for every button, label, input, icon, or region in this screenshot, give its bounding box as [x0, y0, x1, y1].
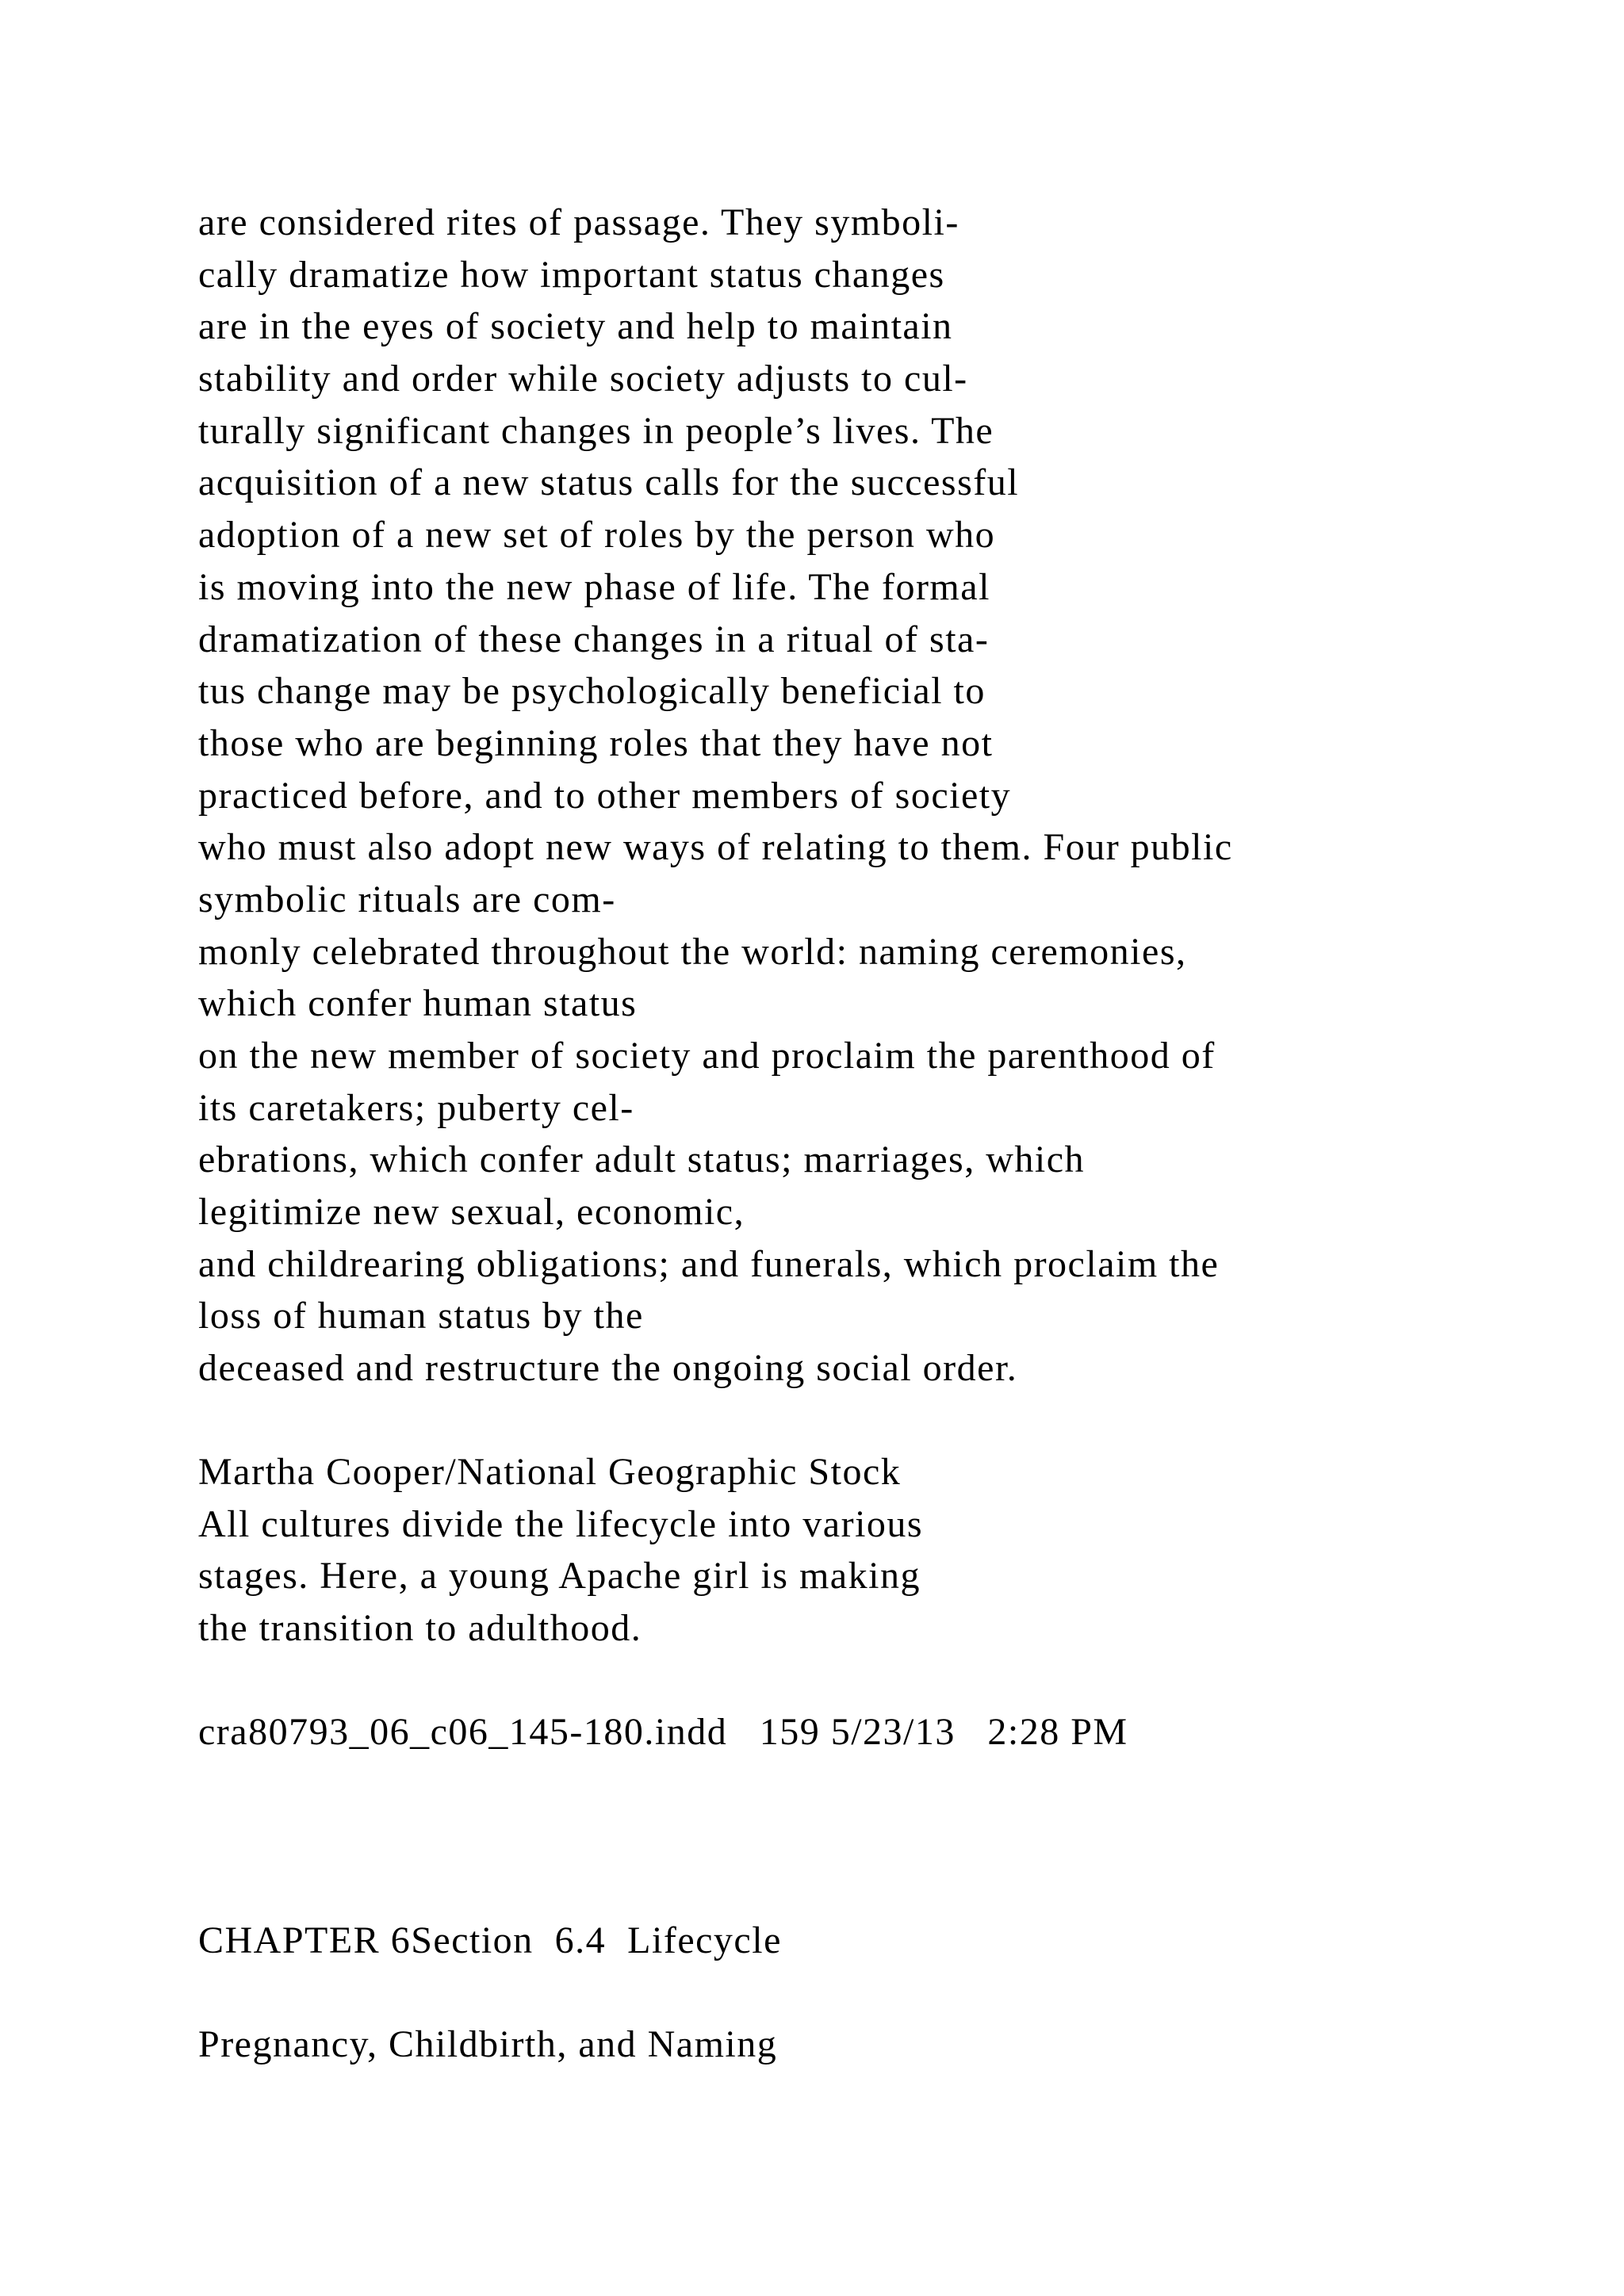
body-line: practiced before, and to other members of society	[198, 774, 1012, 817]
body-line: legitimize new sexual, economic,	[198, 1191, 745, 1234]
body-line: tus change may be psychologically beneficial to	[198, 670, 986, 713]
body-line: adoption of a new set of roles by the person who	[198, 514, 996, 557]
body-line: are in the eyes of society and help to maintain	[198, 305, 953, 348]
caption-line: the transition to adulthood.	[198, 1607, 642, 1650]
body-line: deceased and restructure the ongoing social order.	[198, 1347, 1018, 1390]
body-line: stability and order while society adjusts to cul-	[198, 358, 968, 400]
photo-caption	[198, 1446, 1435, 1655]
body-line: its caretakers; puberty cel-	[198, 1086, 634, 1129]
print-slug	[198, 1706, 1435, 1758]
body-line: symbolic rituals are com-	[198, 878, 616, 920]
print-slug-text: cra80793_06_c06_145-180.indd 159 5/23/13 2:28 PM	[198, 1711, 1128, 1753]
body-line: acquisition of a new status calls for the successful	[198, 461, 1020, 504]
section-heading-text: Pregnancy, Childbirth, and Naming	[198, 2023, 778, 2065]
chapter-header-text: CHAPTER 6Section 6.4 Lifecycle	[198, 1919, 782, 1961]
body-text	[198, 197, 1435, 1395]
photo-credit: Martha Cooper/National Geographic Stock	[198, 1451, 902, 1493]
body-line: ebrations, which confer adult status; marriages, which	[198, 1138, 1086, 1181]
body-line: which confer human status	[198, 982, 638, 1025]
body-line: is moving into the new phase of life. The formal	[198, 565, 990, 608]
body-line: are considered rites of passage. They symboli-	[198, 201, 959, 243]
body-line: cally dramatize how important status changes	[198, 253, 945, 296]
section-heading	[198, 2019, 1435, 2071]
caption-line: All cultures divide the lifecycle into various	[198, 1502, 924, 1545]
body-line: monly celebrated throughout the world: naming ceremonies,	[198, 930, 1187, 973]
body-line: loss of human status by the	[198, 1295, 644, 1337]
chapter-header	[198, 1915, 1435, 1967]
body-line: turally significant changes in people’s lives. The	[198, 409, 994, 452]
body-line: and childrearing obligations; and funerals, which proclaim the	[198, 1242, 1220, 1285]
body-line: dramatization of these changes in a ritual of sta-	[198, 618, 990, 660]
body-line: who must also adopt new ways of relating to them. Four public	[198, 826, 1233, 869]
body-line: on the new member of society and proclaim the parenthood of	[198, 1035, 1216, 1077]
body-line: those who are beginning roles that they have not	[198, 721, 994, 764]
caption-line: stages. Here, a young Apache girl is making	[198, 1555, 921, 1598]
